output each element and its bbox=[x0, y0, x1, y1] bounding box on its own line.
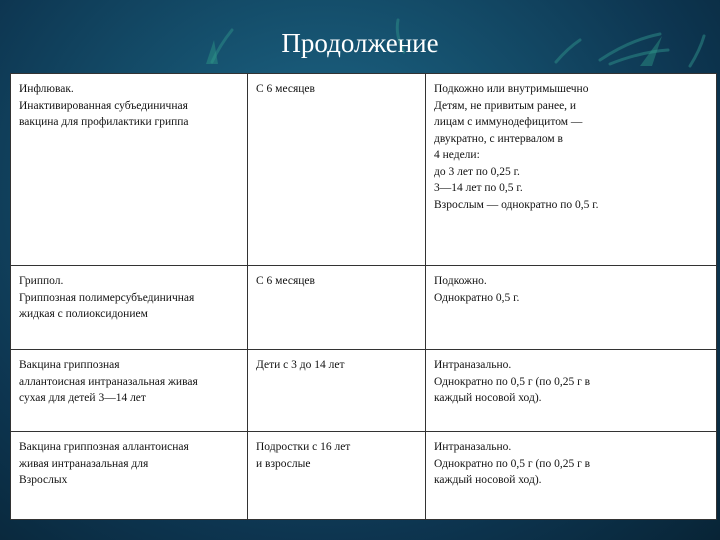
cell-text-line: Подкожно. bbox=[434, 275, 487, 287]
table-row bbox=[11, 432, 717, 520]
cell-text-line: Детям, не привитым ранее, и bbox=[434, 99, 577, 112]
cell-text-line: лицам с иммунодефицитом — bbox=[434, 116, 583, 128]
cell-text-line: Гриппозная полимерсубъединичная bbox=[19, 291, 195, 304]
cell-text-line: С 6 месяцев bbox=[256, 83, 315, 95]
table-row bbox=[11, 350, 717, 432]
cell-text-line: аллантоисная интраназальная живая bbox=[19, 375, 198, 388]
cell-text-line: Однократно по 0,5 г (по 0,25 г в bbox=[434, 457, 591, 470]
cell-method bbox=[426, 432, 717, 520]
cell-text-line: сухая для детей 3—14 лет bbox=[19, 392, 146, 404]
table-row bbox=[11, 266, 717, 350]
cell-text-line: Интраназально. bbox=[434, 359, 512, 371]
cell-method bbox=[426, 74, 717, 266]
cell-text-line: и взрослые bbox=[256, 457, 311, 470]
cell-age bbox=[248, 350, 426, 432]
cell-text-line: вакцина для профилактики гриппа bbox=[19, 116, 189, 128]
cell-vaccine bbox=[11, 266, 248, 350]
cell-text-line: 4 недели: bbox=[434, 149, 480, 161]
cell-text-line: Инактивированная субъединичная bbox=[19, 99, 188, 112]
cell-text-line: каждый носовой ход). bbox=[434, 474, 542, 486]
cell-text-line: жидкая с полиоксидонием bbox=[19, 308, 148, 320]
cell-age bbox=[248, 432, 426, 520]
cell-text-line: живая интраназальная для bbox=[19, 457, 149, 470]
cell-text-line: С 6 месяцев bbox=[256, 275, 315, 287]
cell-age bbox=[248, 266, 426, 350]
cell-text-line: 3—14 лет по 0,5 г. bbox=[434, 182, 523, 194]
cell-text-line: Подкожно или внутримышечно bbox=[434, 83, 589, 95]
cell-text-line: Взрослых bbox=[19, 474, 68, 486]
slide-title: Продолжение bbox=[281, 28, 439, 58]
cell-method bbox=[426, 266, 717, 350]
cell-text-line: Взрослым — однократно по 0,5 г. bbox=[434, 198, 599, 211]
cell-text-line: до 3 лет по 0,25 г. bbox=[434, 165, 520, 178]
cell-text-line: Гриппол. bbox=[19, 275, 64, 287]
cell-vaccine bbox=[11, 432, 248, 520]
vaccine-table bbox=[10, 73, 717, 520]
cell-text-line: Однократно 0,5 г. bbox=[434, 291, 520, 304]
cell-vaccine bbox=[11, 350, 248, 432]
cell-vaccine bbox=[11, 74, 248, 266]
cell-text-line: двукратно, с интервалом в bbox=[434, 132, 563, 145]
cell-age bbox=[248, 74, 426, 266]
cell-text-line: каждый носовой ход). bbox=[434, 392, 542, 404]
cell-text-line: Однократно по 0,5 г (по 0,25 г в bbox=[434, 375, 591, 388]
cell-text-line: Дети с 3 до 14 лет bbox=[256, 359, 345, 371]
cell-text-line: Вакцина гриппозная аллантоисная bbox=[19, 441, 189, 453]
cell-text-line: Подростки с 16 лет bbox=[256, 441, 351, 453]
cell-text-line: Вакцина гриппозная bbox=[19, 359, 120, 371]
cell-method bbox=[426, 350, 717, 432]
cell-text-line: Инфлювак. bbox=[19, 83, 74, 95]
cell-text-line: Интраназально. bbox=[434, 441, 512, 453]
table-row bbox=[11, 74, 717, 266]
